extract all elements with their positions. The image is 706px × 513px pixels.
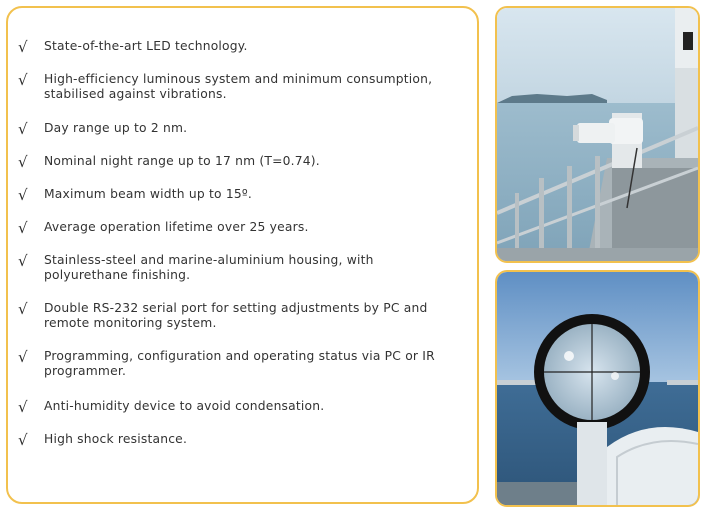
- check-icon: √: [18, 300, 28, 318]
- feature-text: Average operation lifetime over 25 years.: [44, 220, 309, 234]
- feature-text: Nominal night range up to 17 nm (T=0.74).: [44, 154, 320, 168]
- check-icon: √: [18, 71, 28, 89]
- check-icon: √: [18, 219, 28, 237]
- feature-text: Programming, configuration and operating status via PC or IR programmer.: [44, 349, 435, 378]
- feature-list-panel: [6, 6, 479, 504]
- feature-text: Day range up to 2 nm.: [44, 121, 188, 135]
- check-icon: √: [18, 186, 28, 204]
- check-icon: √: [18, 348, 28, 366]
- feature-text: High-efficiency luminous system and minimum consumption, stabilised against vibrations.: [44, 72, 433, 101]
- telescope-photo: [495, 270, 700, 507]
- led-light-photo: [495, 6, 700, 263]
- feature-text: State-of-the-art LED technology.: [44, 39, 248, 53]
- check-icon: √: [18, 398, 28, 416]
- feature-text: Stainless-steel and marine-aluminium housing, with polyurethane finishing.: [44, 253, 374, 282]
- check-icon: √: [18, 252, 28, 270]
- check-icon: √: [18, 120, 28, 138]
- check-icon: √: [18, 431, 28, 449]
- check-icon: √: [18, 153, 28, 171]
- feature-text: Double RS-232 serial port for setting adjustments by PC and remote monitoring system.: [44, 301, 428, 330]
- feature-text: High shock resistance.: [44, 432, 188, 446]
- feature-text: Maximum beam width up to 15º.: [44, 187, 253, 201]
- feature-text: Anti-humidity device to avoid condensation.: [44, 399, 325, 413]
- check-icon: √: [18, 38, 28, 56]
